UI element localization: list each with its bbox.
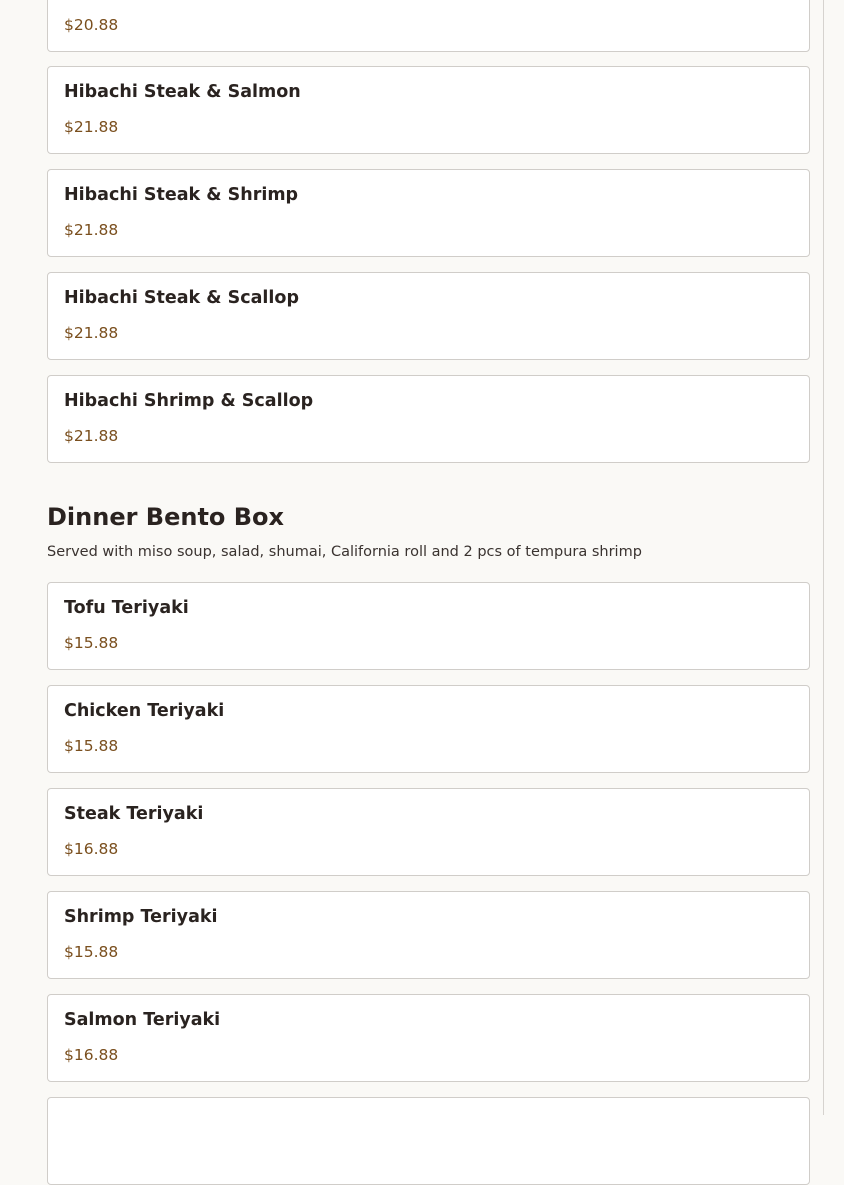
menu-item-card[interactable] (47, 1097, 810, 1185)
section-description: Served with miso soup, salad, shumai, California roll and 2 pcs of tempura shrimp (47, 544, 642, 560)
menu-item-price: $15.88 (64, 737, 119, 755)
menu-item-card[interactable] (47, 272, 810, 360)
menu-item-name: Steak Teriyaki (64, 804, 204, 824)
menu-item-card[interactable] (47, 994, 810, 1082)
menu-item-name: Hibachi Steak & Shrimp (64, 185, 299, 205)
menu-item-price: $21.88 (64, 324, 119, 342)
menu-item-card[interactable] (47, 891, 810, 979)
menu-item-card[interactable] (47, 169, 810, 257)
section-title: Dinner Bento Box (47, 503, 285, 531)
menu-item-card[interactable] (47, 788, 810, 876)
menu-item-card[interactable] (47, 375, 810, 463)
menu-item-name: Shrimp Teriyaki (64, 907, 218, 927)
menu-item-card[interactable] (47, 685, 810, 773)
menu-item-name: Tofu Teriyaki (64, 598, 189, 618)
menu-item-price: $21.88 (64, 221, 119, 239)
menu-item-price: $21.88 (64, 118, 119, 136)
menu-item-price: $16.88 (64, 840, 119, 858)
menu-item-price: $15.88 (64, 943, 119, 961)
menu-item-name: Hibachi Shrimp & Scallop (64, 391, 314, 411)
menu-item-price: $20.88 (64, 16, 119, 34)
menu-item-price: $21.88 (64, 427, 119, 445)
menu-item-price: $15.88 (64, 634, 119, 652)
menu-item-name: Hibachi Steak & Salmon (64, 82, 301, 102)
menu-item-card[interactable] (47, 0, 810, 52)
menu-item-name: Salmon Teriyaki (64, 1010, 221, 1030)
menu-item-price: $16.88 (64, 1046, 119, 1064)
menu-item-name: Hibachi Steak & Scallop (64, 288, 299, 308)
menu-item-card[interactable] (47, 66, 810, 154)
menu-item-name: Chicken Teriyaki (64, 701, 225, 721)
menu-item-card[interactable] (47, 582, 810, 670)
